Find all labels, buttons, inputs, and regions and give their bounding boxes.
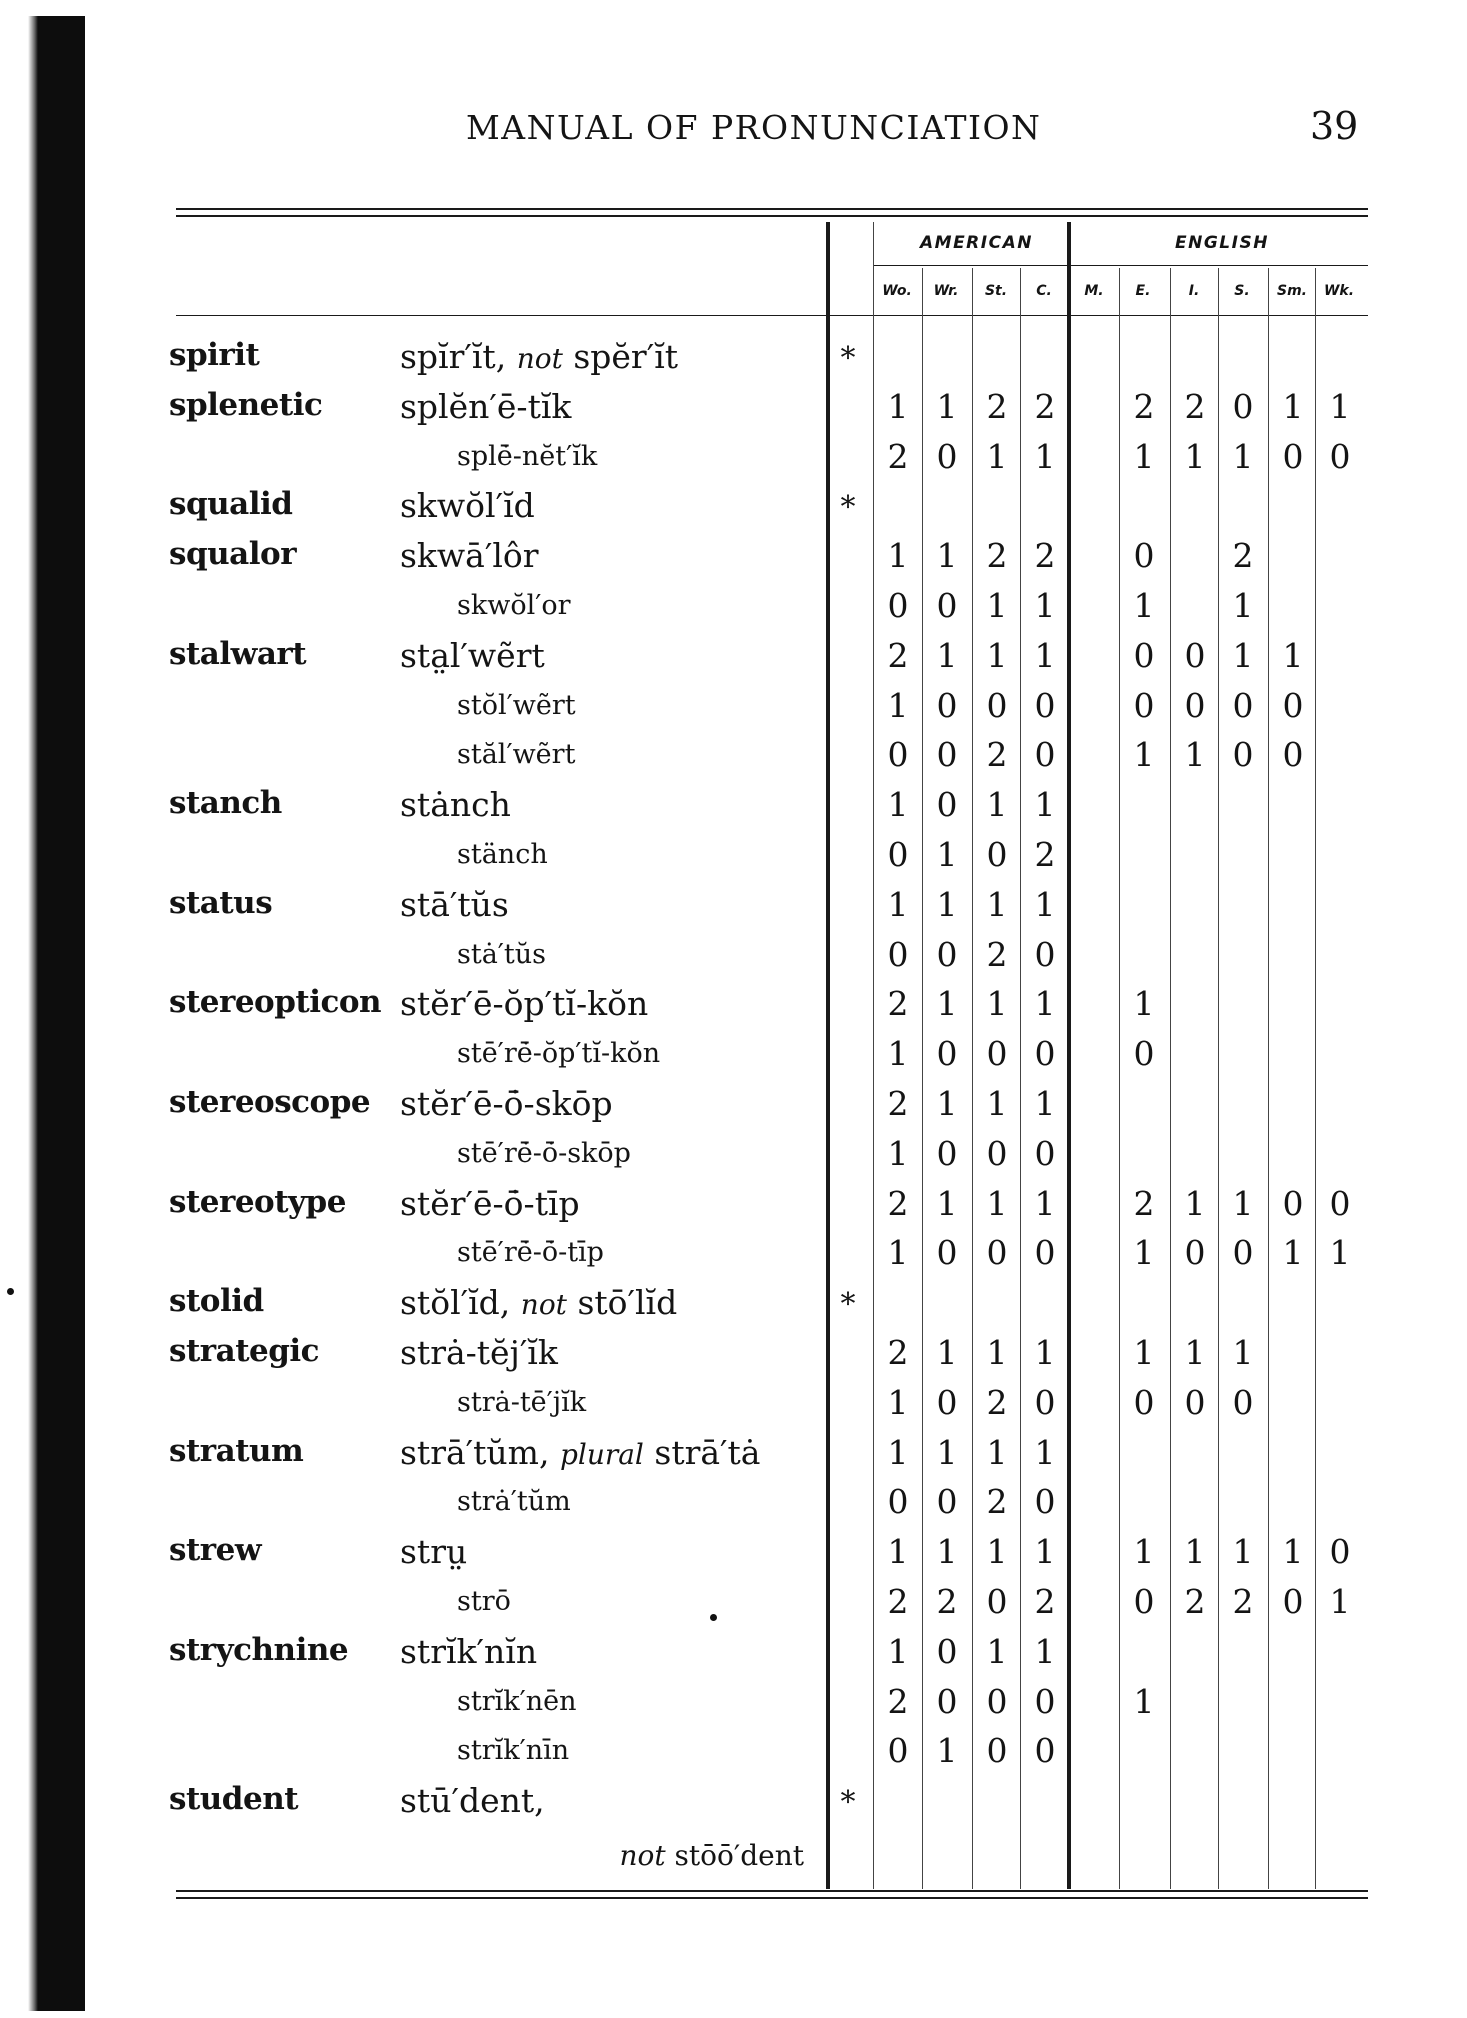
english-count: 1: [1184, 1532, 1206, 1571]
headword: spirit: [169, 337, 260, 373]
table-row: [0, 1632, 1467, 1682]
english-count: 1: [1133, 437, 1155, 476]
english-count: 1: [1133, 984, 1155, 1023]
column-header-rule: [176, 315, 1368, 316]
headword: squalor: [169, 536, 297, 572]
pronunciation: [400, 1084, 613, 1123]
variant-pronunciation: [457, 1486, 571, 1517]
pronunciation-text: stā′tŭs: [400, 885, 509, 924]
table-top-rule-inner: [176, 215, 1368, 217]
pronunciation: [400, 785, 511, 824]
headword: splenetic: [169, 387, 323, 423]
english-count: 0: [1133, 1034, 1155, 1073]
american-count: 1: [1034, 586, 1056, 625]
preferred-star: *: [840, 490, 856, 525]
variant-pronunciation: [457, 1237, 604, 1268]
english-count: 0: [1282, 686, 1304, 725]
american-count: 0: [936, 735, 958, 774]
headword: stereopticon: [169, 984, 382, 1020]
table-row: [0, 1731, 1467, 1781]
table-row: [0, 1383, 1467, 1433]
pronunciation-text: stänch: [457, 839, 548, 870]
english-count: 1: [1232, 1532, 1254, 1571]
col-header-e: E.: [1135, 283, 1151, 299]
col-header-st: St.: [984, 283, 1008, 299]
pronunciation-text: strā′tŭm,: [400, 1433, 550, 1472]
english-count: 0: [1329, 437, 1351, 476]
american-count: 0: [1034, 1034, 1056, 1073]
pronunciation-text: stȧ′tŭs: [457, 939, 547, 970]
american-count: 1: [1034, 1333, 1056, 1372]
pronunciation-text: stȧnch: [400, 785, 511, 824]
continuation-note: not: [619, 1839, 666, 1872]
english-count: 0: [1133, 636, 1155, 675]
english-count: 1: [1282, 1233, 1304, 1272]
running-title: MANUAL OF PRONUNCIATION: [466, 108, 1042, 147]
pronunciation: [400, 337, 678, 376]
page-number: 39: [1310, 104, 1359, 148]
american-count: 1: [887, 536, 909, 575]
english-count: 1: [1232, 1184, 1254, 1223]
table-row: [0, 437, 1467, 487]
pronunciation: [400, 636, 545, 675]
table-row: [0, 686, 1467, 736]
variant-pronunciation: [457, 590, 571, 621]
american-count: 1: [936, 1433, 958, 1472]
preferred-star: *: [840, 1785, 856, 1820]
american-count: 1: [986, 1433, 1008, 1472]
american-count: 2: [986, 536, 1008, 575]
english-count: 1: [1133, 1532, 1155, 1571]
table-row: [0, 1532, 1467, 1582]
english-count: 2: [1232, 536, 1254, 575]
english-count: 2: [1184, 1582, 1206, 1621]
american-count: 0: [936, 935, 958, 974]
english-count: 0: [1232, 686, 1254, 725]
table-row: [0, 387, 1467, 437]
headword: strychnine: [169, 1632, 349, 1668]
english-count: 0: [1282, 1184, 1304, 1223]
english-count: 1: [1329, 1233, 1351, 1272]
american-count: 0: [887, 935, 909, 974]
col-header-c: C.: [1036, 283, 1052, 299]
american-count: 1: [936, 835, 958, 874]
pronunciation-text: skwŏl′or: [457, 590, 571, 621]
pronunciation-text: strȧ-tĕj′ĭk: [400, 1333, 558, 1372]
english-count: 2: [1232, 1582, 1254, 1621]
pronunciation-text: sta̤l′wẽrt: [400, 636, 545, 675]
american-count: 1: [936, 1731, 958, 1770]
american-count: 0: [1034, 935, 1056, 974]
table-bottom-rule-inner: [176, 1897, 1368, 1899]
variant-pronunciation: [457, 1038, 660, 1069]
col-header-i: I.: [1188, 283, 1200, 299]
table-row: [0, 536, 1467, 586]
american-count: 0: [986, 686, 1008, 725]
american-count: 1: [887, 686, 909, 725]
english-count: 0: [1232, 387, 1254, 426]
english-count: 1: [1282, 636, 1304, 675]
american-count: 1: [1034, 437, 1056, 476]
english-count: 0: [1282, 437, 1304, 476]
english-count: 1: [1133, 1333, 1155, 1372]
table-row: [0, 1034, 1467, 1084]
english-count: 0: [1184, 1233, 1206, 1272]
pronunciation: [400, 984, 648, 1023]
american-count: 1: [887, 1632, 909, 1671]
american-count: 1: [986, 636, 1008, 675]
pronunciation: [400, 885, 509, 924]
american-count: 0: [986, 1731, 1008, 1770]
english-count: 1: [1282, 1532, 1304, 1571]
english-count: 0: [1329, 1532, 1351, 1571]
american-count: 1: [986, 1532, 1008, 1571]
american-count: 1: [936, 1084, 958, 1123]
pronunciation: [400, 1532, 467, 1571]
american-count: 2: [887, 984, 909, 1023]
variant-pronunciation: [457, 1735, 569, 1766]
american-count: 1: [936, 387, 958, 426]
english-count: 0: [1232, 1383, 1254, 1422]
table-row: [0, 1682, 1467, 1732]
pronunciation-text: strō: [457, 1586, 511, 1617]
american-count: 0: [887, 1731, 909, 1770]
american-count: 1: [936, 636, 958, 675]
american-count: 0: [986, 1233, 1008, 1272]
table-row: [0, 1084, 1467, 1134]
pronunciation-text: stăl′wẽrt: [457, 739, 576, 770]
american-count: 2: [887, 437, 909, 476]
english-count: 0: [1329, 1184, 1351, 1223]
english-count: 2: [1184, 387, 1206, 426]
american-count: 0: [1034, 686, 1056, 725]
english-count: 1: [1329, 1582, 1351, 1621]
pronunciation-text: stŏl′wẽrt: [457, 690, 576, 721]
american-count: 2: [986, 935, 1008, 974]
american-count: 2: [887, 1682, 909, 1721]
pronunciation-text: splē̇-nĕt′ĭk: [457, 441, 598, 472]
american-count: 1: [986, 885, 1008, 924]
headword: student: [169, 1781, 299, 1817]
american-count: 1: [887, 1433, 909, 1472]
pronunciation-text: spĭr′ĭt,: [400, 337, 507, 376]
table-row: [0, 735, 1467, 785]
american-count: 0: [1034, 1682, 1056, 1721]
pronunciation-text: splĕn′ē-tĭk: [400, 387, 572, 426]
american-count: 0: [1034, 1134, 1056, 1173]
american-count: 1: [986, 1184, 1008, 1223]
american-count: 2: [986, 1383, 1008, 1422]
continuation-line: [619, 1839, 804, 1872]
pronunciation-note: not: [520, 1288, 567, 1321]
table-bottom-rule: [176, 1890, 1368, 1892]
pronunciation: [400, 1184, 580, 1223]
pronunciation: [400, 536, 539, 575]
american-count: 0: [1034, 735, 1056, 774]
col-header-wo: Wo.: [882, 283, 912, 299]
american-count: 0: [936, 1134, 958, 1173]
table-row: [0, 1482, 1467, 1532]
pronunciation: [400, 1632, 537, 1671]
variant-pronunciation: [457, 441, 597, 472]
american-count: 0: [887, 1482, 909, 1521]
american-count: 1: [986, 1632, 1008, 1671]
pronunciation: [400, 1781, 545, 1820]
english-count: 0: [1282, 1582, 1304, 1621]
american-count: 0: [986, 1034, 1008, 1073]
american-count: 2: [1034, 1582, 1056, 1621]
pronunciation: [400, 1283, 677, 1322]
american-count: 0: [1034, 1233, 1056, 1272]
english-count: 2: [1133, 1184, 1155, 1223]
american-count: 2: [1034, 835, 1056, 874]
american-count: 2: [986, 1482, 1008, 1521]
pronunciation-note: plural: [559, 1438, 644, 1471]
headword: strew: [169, 1532, 262, 1568]
table-row: [0, 1134, 1467, 1184]
english-count: 1: [1232, 1333, 1254, 1372]
table-row: [0, 935, 1467, 985]
english-count: 1: [1133, 735, 1155, 774]
american-count: 1: [887, 885, 909, 924]
american-count: 0: [887, 835, 909, 874]
table-row: [0, 885, 1467, 935]
group-header-american: AMERICAN: [920, 233, 1033, 253]
pronunciation-note-rest: strā′tȧ: [654, 1433, 761, 1472]
american-count: 0: [936, 1233, 958, 1272]
american-count: 0: [1034, 1482, 1056, 1521]
american-count: 1: [986, 586, 1008, 625]
american-count: 1: [1034, 785, 1056, 824]
english-count: 0: [1232, 735, 1254, 774]
american-count: 1: [1034, 1433, 1056, 1472]
group-header-english: ENGLISH: [1175, 233, 1269, 253]
american-count: 1: [887, 1233, 909, 1272]
american-count: 2: [1034, 536, 1056, 575]
english-count: 1: [1329, 387, 1351, 426]
table-row: [0, 1781, 1467, 1831]
group-header-rule: [873, 265, 1368, 266]
american-count: 0: [936, 1482, 958, 1521]
american-count: 2: [887, 1084, 909, 1123]
english-count: 1: [1184, 1184, 1206, 1223]
american-count: 0: [887, 586, 909, 625]
headword: stereoscope: [169, 1084, 371, 1120]
american-count: 1: [1034, 1184, 1056, 1223]
american-count: 1: [887, 1134, 909, 1173]
american-count: 2: [887, 1333, 909, 1372]
pronunciation-text: strȧ-tē′jĭk: [457, 1387, 587, 1418]
american-count: 2: [887, 1582, 909, 1621]
english-count: 1: [1232, 586, 1254, 625]
pronunciation-note-rest: spĕr′ĭt: [573, 337, 679, 376]
pronunciation-note-rest: stō′lĭd: [577, 1283, 678, 1322]
english-count: 0: [1133, 1582, 1155, 1621]
american-count: 2: [986, 387, 1008, 426]
american-count: 0: [986, 835, 1008, 874]
english-count: 0: [1133, 536, 1155, 575]
headword: strategic: [169, 1333, 320, 1369]
american-count: 0: [936, 437, 958, 476]
pronunciation-note: not: [516, 342, 563, 375]
american-count: 1: [986, 984, 1008, 1023]
pronunciation: [400, 1433, 760, 1472]
english-count: 0: [1232, 1233, 1254, 1272]
american-count: 0: [936, 1682, 958, 1721]
pronunciation-text: stĕr′ē-ō̇-tīp: [400, 1184, 580, 1223]
american-count: 1: [936, 1184, 958, 1223]
english-count: 0: [1133, 1383, 1155, 1422]
english-count: 1: [1184, 437, 1206, 476]
english-count: 1: [1184, 1333, 1206, 1372]
american-count: 1: [936, 1532, 958, 1571]
variant-pronunciation: [457, 1387, 586, 1418]
headword: status: [169, 885, 273, 921]
table-row: [0, 1582, 1467, 1632]
american-count: 1: [1034, 1632, 1056, 1671]
american-count: 1: [1034, 984, 1056, 1023]
table-row: [0, 1283, 1467, 1333]
american-count: 0: [986, 1134, 1008, 1173]
american-count: 0: [986, 1582, 1008, 1621]
pronunciation-text: stĕr′ē-ō̇-skōp: [400, 1084, 613, 1123]
col-header-sm: Sm.: [1277, 283, 1307, 299]
american-count: 0: [936, 1034, 958, 1073]
col-header-s: S.: [1234, 283, 1250, 299]
american-count: 1: [986, 1084, 1008, 1123]
english-count: 0: [1184, 1383, 1206, 1422]
english-count: 1: [1133, 1233, 1155, 1272]
english-count: 0: [1133, 686, 1155, 725]
table-row: [0, 1233, 1467, 1283]
headword: stolid: [169, 1283, 264, 1319]
american-count: 1: [936, 536, 958, 575]
american-count: 1: [936, 1333, 958, 1372]
english-count: 1: [1184, 735, 1206, 774]
american-count: 1: [887, 387, 909, 426]
pronunciation-text: stē′rē̇-ō̇-skōp: [457, 1138, 631, 1169]
american-count: 0: [887, 735, 909, 774]
american-count: 1: [986, 437, 1008, 476]
american-count: 2: [936, 1582, 958, 1621]
variant-pronunciation: [457, 1138, 631, 1169]
english-count: 1: [1133, 586, 1155, 625]
pronunciation-text: strȧ′tŭm: [457, 1486, 571, 1517]
american-count: 1: [887, 1532, 909, 1571]
variant-pronunciation: [457, 690, 576, 721]
pronunciation-text: strĭk′nīn: [457, 1735, 570, 1766]
table-row: [0, 1433, 1467, 1483]
english-count: 0: [1184, 686, 1206, 725]
continuation-text: stōō′dent: [674, 1839, 804, 1872]
american-count: 1: [936, 885, 958, 924]
english-count: 1: [1232, 437, 1254, 476]
american-count: 1: [887, 1383, 909, 1422]
col-header-wr: Wr.: [933, 283, 959, 299]
american-count: 1: [986, 785, 1008, 824]
table-row: [0, 636, 1467, 686]
pronunciation: [400, 486, 535, 525]
table-row: [0, 486, 1467, 536]
pronunciation-text: skwŏl′ĭd: [400, 486, 535, 525]
headword: squalid: [169, 486, 293, 522]
pronunciation-text: strĭk′nēn: [457, 1686, 577, 1717]
table-row: [0, 835, 1467, 885]
pronunciation-text: stĕr′ē-ŏp′tĭ-kŏn: [400, 984, 649, 1023]
table-row: [0, 337, 1467, 387]
pronunciation: [400, 387, 571, 426]
american-count: 1: [887, 785, 909, 824]
english-count: 1: [1282, 387, 1304, 426]
headword: stalwart: [169, 636, 307, 672]
english-count: 0: [1282, 735, 1304, 774]
american-count: 2: [986, 735, 1008, 774]
american-count: 2: [887, 636, 909, 675]
col-header-wk: Wk.: [1323, 283, 1355, 299]
table-row: [0, 785, 1467, 835]
variant-pronunciation: [457, 739, 575, 770]
variant-pronunciation: [457, 1586, 511, 1617]
pronunciation-text: stŏl′ĭd,: [400, 1283, 511, 1322]
american-count: 0: [986, 1682, 1008, 1721]
american-count: 1: [986, 1333, 1008, 1372]
pronunciation: [400, 1333, 558, 1372]
american-count: 1: [1034, 1084, 1056, 1123]
preferred-star: *: [840, 341, 856, 376]
american-count: 0: [1034, 1383, 1056, 1422]
american-count: 0: [1034, 1731, 1056, 1770]
english-count: 2: [1133, 387, 1155, 426]
english-count: 1: [1232, 636, 1254, 675]
table-row: [0, 984, 1467, 1034]
pronunciation-text: skwā′lôr: [400, 536, 539, 575]
preferred-star: *: [840, 1287, 856, 1322]
american-count: 0: [936, 686, 958, 725]
english-count: 0: [1184, 636, 1206, 675]
american-count: 0: [936, 586, 958, 625]
american-count: 2: [1034, 387, 1056, 426]
pronunciation-text: stū′dent,: [400, 1781, 545, 1820]
american-count: 2: [887, 1184, 909, 1223]
american-count: 1: [1034, 885, 1056, 924]
headword: stanch: [169, 785, 282, 821]
american-count: 1: [887, 1034, 909, 1073]
headword: stereotype: [169, 1184, 346, 1220]
headword: stratum: [169, 1433, 304, 1469]
pronunciation-text: stē′rē̇-ŏp′tĭ-kŏn: [457, 1038, 661, 1069]
american-count: 1: [1034, 1532, 1056, 1571]
american-count: 0: [936, 1632, 958, 1671]
table-row: [0, 586, 1467, 636]
variant-pronunciation: [457, 939, 546, 970]
variant-pronunciation: [457, 839, 548, 870]
pronunciation-text: strĭk′nĭn: [400, 1632, 538, 1671]
american-count: 0: [936, 785, 958, 824]
american-count: 0: [936, 1383, 958, 1422]
english-count: 1: [1133, 1682, 1155, 1721]
table-row: [0, 1184, 1467, 1234]
pronunciation-text: stē′rē̇-ō̇-tīp: [457, 1237, 604, 1268]
american-count: 1: [1034, 636, 1056, 675]
pronunciation-text: strṳ: [400, 1532, 468, 1571]
col-header-m: M.: [1084, 283, 1104, 299]
table-row: [0, 1333, 1467, 1383]
table-top-rule: [176, 208, 1368, 210]
american-count: 1: [936, 984, 958, 1023]
variant-pronunciation: [457, 1686, 577, 1717]
